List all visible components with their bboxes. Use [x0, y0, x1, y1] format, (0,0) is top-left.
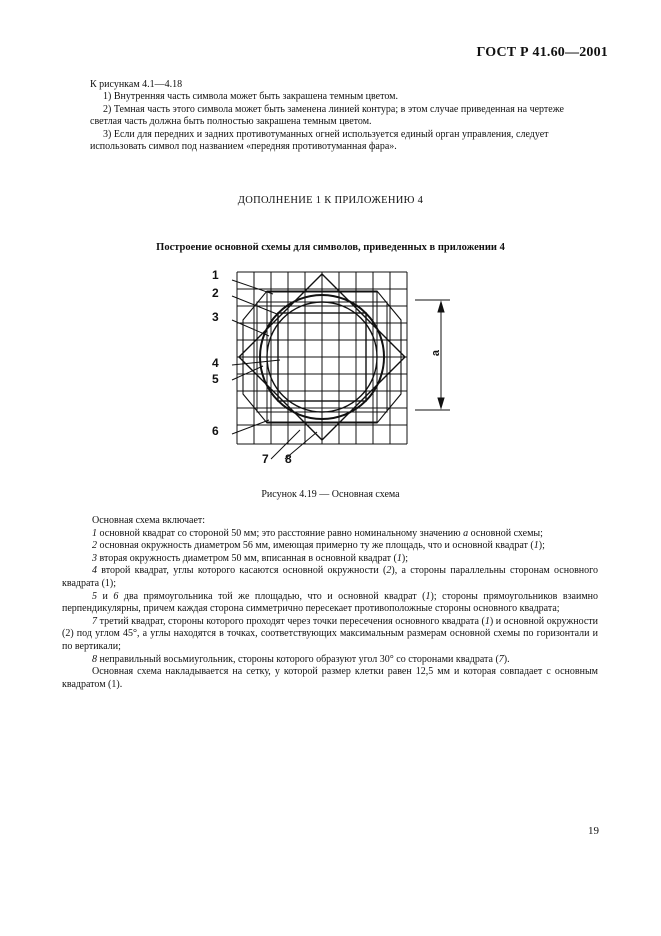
figure-label-6: 6: [212, 424, 219, 438]
item-2: [62, 540, 598, 553]
intro-text: Основная схема включает:: [92, 515, 206, 526]
item-1: [62, 528, 598, 541]
page-header: ГОСТ Р 41.60—2001: [476, 45, 608, 60]
item-number: 1: [92, 527, 97, 539]
item-tail: основной схемы;: [468, 527, 543, 539]
variable-a: a: [463, 527, 469, 539]
figure-caption: Рисунок 4.19 — Основная схема: [261, 489, 400, 500]
item-text: неправильный восьмиугольник, стороны которого образуют угол 30° со сторонами квадрата (: [97, 653, 499, 665]
item-5-6: [62, 591, 598, 616]
item-tail: ), а стороны параллельны сторонам основного квадрата (1);: [62, 565, 598, 589]
item-tail: ); стороны прямоугольников взаимно перпендикулярны, причем каждая сторона симметрично пересекает противоположные стороны основного квадрата;: [62, 590, 598, 615]
item-tail: ).: [503, 653, 510, 665]
item-number: 4: [92, 565, 97, 577]
item-text: два прямоугольника той же площадью, что и основной квадрат (: [118, 590, 426, 602]
supplement-title: ДОПОЛНЕНИЕ 1 К ПРИЛОЖЕНИЮ 4: [237, 195, 424, 206]
basic-scheme-figure: [205, 262, 465, 472]
item-4: [62, 565, 598, 590]
item-conj: и: [97, 590, 114, 602]
item-number: 3: [92, 552, 97, 564]
item-text: третий квадрат, стороны которого проходят через точки пересечения основного квадрата (: [97, 615, 485, 627]
dimension-label-a: a: [430, 349, 443, 357]
item-number-2: 6: [113, 590, 119, 602]
figure-notes: [90, 79, 598, 153]
item-tail: );: [538, 540, 545, 552]
item-ref: 1: [533, 540, 539, 552]
final-paragraph: Основная схема накладывается на сетку, у которой размер клетки равен 12,5 мм и которая совпадает с основным квадратом (1).: [62, 666, 598, 690]
figure-label-2: 2: [212, 286, 219, 300]
item-text: основная окружность диаметром 56 мм, имеющая примерно ту же площадь, что и основной квадрат (: [97, 540, 534, 552]
item-number: 8: [92, 653, 97, 665]
page-number: 19: [588, 825, 599, 837]
item-ref: 1: [396, 552, 402, 564]
item-text: вторая окружность диаметром 50 мм, вписанная в основной квадрат (: [97, 552, 397, 564]
item-ref: 7: [498, 653, 504, 665]
note-2: 2) Темная часть этого символа может быть заменена линией контура; в этом случае приведенная на чертеже светлая часть должна быть полностью закрашена темным цветом.: [90, 103, 564, 128]
item-ref: 1: [484, 615, 490, 627]
item-ref: 1: [425, 590, 431, 602]
figure-label-1: 1: [212, 268, 219, 282]
item-number: 7: [92, 615, 97, 627]
basic-scheme-diagram: [205, 262, 465, 472]
item-number: 5: [92, 590, 97, 602]
item-8: [62, 654, 598, 667]
note-1: 1) Внутренняя часть символа может быть закрашена темным цветом.: [103, 91, 398, 103]
figure-label-5: 5: [212, 372, 219, 386]
figure-label-8: 8: [285, 452, 292, 466]
item-text: второй квадрат, углы которого касаются основной окружности (: [97, 565, 387, 577]
figure-label-7: 7: [262, 452, 269, 466]
item-number: 2: [92, 540, 97, 552]
item-ref: 2: [386, 565, 392, 577]
figure-label-4: 4: [212, 356, 219, 370]
item-text: основной квадрат со стороной 50 мм; это расстояние равно номинальному значению: [97, 527, 464, 539]
scheme-description: [62, 515, 598, 691]
item-7: [62, 616, 598, 654]
figure-title: Построение основной схемы для символов, приведенных в приложении 4: [156, 242, 505, 253]
notes-heading: К рисункам 4.1—4.18: [90, 79, 183, 90]
note-3: 3) Если для передних и задних противотуманных огней используется единый орган управления, следует использовать символ под названием «передняя противотуманная фара».: [90, 128, 549, 153]
figure-label-3: 3: [212, 310, 219, 324]
leader-lines: [232, 280, 317, 459]
item-tail: ) и основной окружности (2) под углом 45°, а углы находятся в точках, соответствующих максимальным размерам основной схемы по горизонтали и по вертикали;: [62, 615, 598, 652]
item-3: [62, 553, 598, 566]
item-tail: );: [401, 552, 408, 564]
